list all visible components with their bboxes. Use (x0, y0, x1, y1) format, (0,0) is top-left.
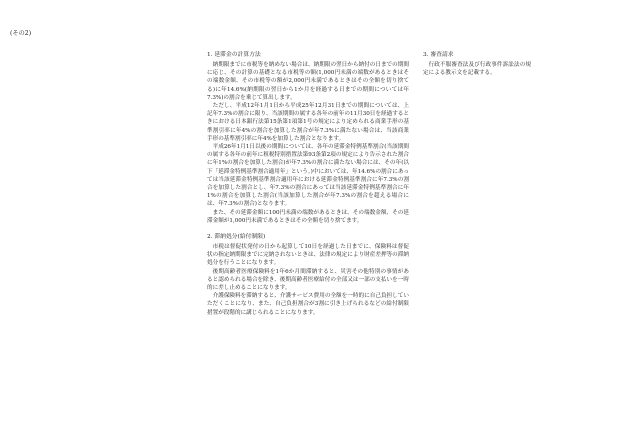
right-column (423, 51, 531, 77)
review-request-paragraph: 行政不服審査法及び行政事件訴訟法の規定による教示文を記載する。 (423, 62, 531, 77)
late-fee-paragraph: また、その延滞金額に100円未満の端数があるときは、その端数金額、その延滞金額が1,000円未満であるときはその全額を切り捨てます。 (207, 209, 409, 224)
section-heading-delinquency: 2. 滞納処分(給付制限) (207, 234, 266, 241)
late-fee-paragraph: ただし、平成12年1月1日から平成25年12月31日までの期間については、上記年7.3%の割合に限り、当該期間の属する各年の前年の11月30日を経過するときにおける日本銀行法第15条第1項第1号の規定により定められる商業手形の基準割引率に年4%の割合を加算した割合が年7.3%に満たない場合は、当該商業手形の基準割引率に年4%を加算した割合となります。 (207, 103, 409, 142)
section-heading-late-fee: 1. 延滞金の計算方法 (207, 52, 261, 58)
delinquency-paragraph: 介護保険料を滞納すると、介護サービス費用の全額を一時的に自己負担していただくことになり、また、自己負担割合が3割に引き上げられるなどの給付制限措置が段階的に講じられることになります。 (207, 293, 409, 316)
left-column (207, 51, 409, 317)
section-heading-review-request: 3. 審査請求 (423, 52, 454, 58)
section-review-request (423, 51, 531, 77)
delinquency-paragraph: 市税は督促状発付の日から起算して10日を経過した日までに、保険料は督促状の指定納期限までに完納されないときは、法律の規定により財産差押等の滞納処分を行うことになります。 (207, 244, 409, 267)
late-fee-paragraph: 平成26年1月1日以後の期間については、各年の延滞金特例基準割合(当該期間の属する各年の前年に租税特別措置法第93条第2項の規定により告示された割合に年1%の割合を加算した割合)が年7.3%の割合に満たない場合には、その年(以下「延滞金特例基準割合適用年」という。)中においては、年14.6%の割合にあっては当該延滞金特例基準割合適用年における延滞金特例基準割合に年7.3%の割合を加算した割合とし、年7.3%の割合にあっては当該延滞金特例基準割合に年1%の割合を加算した割合(当該加算した割合が年7.3%の割合を超える場合には、年7.3%の割合)となります。 (207, 144, 409, 208)
late-fee-paragraph: 納期限までに市税等を納めない場合は、納期限の翌日から納付の日までの期間に応じ、その計算の基礎となる市税等の額(1,000円未満の端数があるときはその端数金額、その市税等の額が2,000円未満であるときはその全額を切り捨てる)に年14.6%(納期限の翌日から1か月を経過する日までの期間については年7.3%)の割合を乗じて算出します。 (207, 62, 409, 101)
section-late-fee (207, 51, 409, 225)
delinquency-paragraph: 後期高齢者医療保険料を1年6か月間滞納すると、災害その他特別の事情があると認められる場合を除き、後期高齢者医療給付の全部又は一部の支払いを一時的に差し止めることになります。 (207, 268, 409, 292)
page-label: (その2) (10, 30, 32, 37)
section-delinquency-disposition (207, 233, 409, 317)
